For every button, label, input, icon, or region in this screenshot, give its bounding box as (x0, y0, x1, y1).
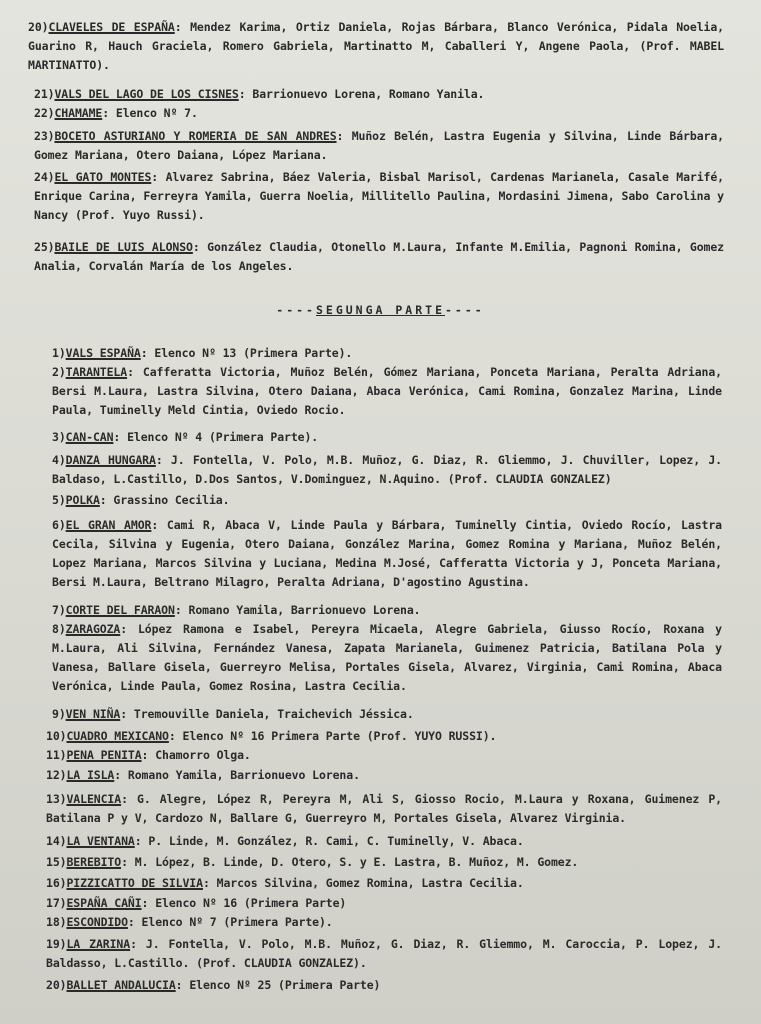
item-number: 18) (46, 915, 67, 929)
program-item (46, 935, 722, 973)
program-item (52, 491, 722, 510)
item-title: CUADRO MEXICANO (66, 729, 169, 743)
item-cast: : Marcos Silvina, Gomez Romina, Lastra Cecilia. (202, 876, 524, 890)
item-number: 22) (34, 106, 55, 120)
item-title: CAN-CAN (65, 430, 114, 444)
program-item (52, 620, 722, 696)
item-number: 17) (46, 896, 67, 910)
item-title: BEREBITO (66, 855, 122, 869)
program-item (52, 516, 722, 592)
program-item (46, 976, 722, 995)
item-cast: : Cafferatta Victoria, Muñoz Belén, Gómez Mariana, Ponceta Mariana, Peralta Adriana, Bersi M.Laura, Lastra Silvina, Otero Daiana, Abaca Verónica, Cami Romina, Gonzalez Marina, Linde Paula, Tuminelly Meld Cintia, Oviedo Rocio. (52, 365, 722, 417)
item-number: 23) (34, 129, 55, 143)
program-item (34, 127, 724, 165)
item-number: 3) (52, 430, 66, 444)
item-title: POLKA (65, 493, 100, 507)
item-cast: : Elenco Nº 7 (Primera Parte). (127, 915, 333, 929)
program-item (34, 168, 724, 225)
item-number: 13) (46, 792, 67, 806)
item-number: 9) (52, 707, 66, 721)
item-number: 19) (46, 937, 67, 951)
item-title: LA ZARINA (66, 937, 131, 951)
program-item (46, 894, 722, 913)
section-title: SEGUNGA PARTE (315, 303, 445, 317)
item-title: BALLET ANDALUCIA (66, 978, 176, 992)
program-item (46, 913, 722, 932)
program-item (46, 790, 722, 828)
item-title: ESCONDIDO (66, 915, 128, 929)
item-title: DANZA HUNGARA (65, 453, 156, 467)
item-title: LA VENTANA (66, 834, 135, 848)
item-title: BAILE DE LUIS ALONSO (54, 240, 193, 254)
item-cast: : González Claudia, Otonello M.Laura, Infante M.Emilia, Pagnoni Romina, Gomez Analia, Corvalán María de los Angeles. (34, 240, 724, 273)
item-number: 10) (46, 729, 67, 743)
item-number: 20) (28, 20, 49, 34)
item-cast: : Chamorro Olga. (141, 748, 251, 762)
item-number: 21) (34, 87, 55, 101)
program-item (52, 601, 722, 620)
program-item (52, 428, 722, 447)
item-number: 25) (34, 240, 55, 254)
item-title: VALS DEL LAGO DE LOS CISNES (54, 87, 239, 101)
item-number: 20) (46, 978, 67, 992)
item-title: ZARAGOZA (65, 622, 121, 636)
item-cast: : Barrionuevo Lorena, Romano Yanila. (238, 87, 485, 101)
item-number: 7) (52, 603, 66, 617)
program-item (52, 363, 722, 420)
item-cast: : Elenco Nº 4 (Primera Parte). (113, 430, 319, 444)
program-item (46, 874, 722, 893)
item-cast: : P. Linde, M. González, R. Cami, C. Tuminelly, V. Abaca. (134, 834, 524, 848)
program-item (34, 104, 724, 123)
item-number: 2) (52, 365, 66, 379)
item-cast: : Grassino Cecilia. (99, 493, 230, 507)
item-cast: : Alvarez Sabrina, Báez Valeria, Bisbal Marisol, Cardenas Marianela, Casale Marifé, Enrique Carina, Ferreyra Yamila, Guerra Noelia, Millitello Paulina, Mordasini Jimena, Sabo Carolina y Nancy (Prof. Yuyo Russi). (34, 170, 725, 222)
item-number: 15) (46, 855, 67, 869)
item-cast: : Mendez Karima, Ortiz Daniela, Rojas Bárbara, Blanco Verónica, Pidala Noelia, Guarino R, Hauch Graciela, Romero Gabriela, Martinatto M, Caballeri Y, Angene Paola, (Prof. MABEL MARTINATTO). (28, 20, 724, 72)
item-title: VEN NIÑA (65, 707, 121, 721)
item-cast: : Romano Yamila, Barrionuevo Lorena. (174, 603, 421, 617)
item-title: CORTE DEL FARAON (65, 603, 175, 617)
item-number: 14) (46, 834, 67, 848)
item-title: LA ISLA (66, 768, 115, 782)
item-cast: : López Ramona e Isabel, Pereyra Micaela, Alegre Gabriela, Giusso Rocío, Roxana y M.Laura, Ali Silvina, Fernández Vanesa, Zapata Marianela, Guimenez Patricia, Batilana Pola y Vanesa, Ballare Gisela, Guerreyro Melisa, Portales Gisela, Alvarez, Virginia, Cami Romina, Abaca Verónica, Linde Paula, Gomez Rosina, Lastra Cecilia. (52, 622, 722, 693)
item-title: EL GATO MONTES (54, 170, 152, 184)
program-item (46, 727, 722, 746)
program-item (28, 18, 724, 75)
program-item (34, 85, 724, 104)
program-item (46, 766, 722, 785)
item-title: PENA PENITA (66, 748, 142, 762)
item-number: 24) (34, 170, 55, 184)
item-cast: : G. Alegre, López R, Pereyra M, Ali S, Giosso Rocio, M.Laura y Roxana, Guimenez P, Batilana P y V, Cardozo N, Ballare G, Guerreyro M, Portales Gisela, Alvarez Virginia. (46, 792, 722, 825)
item-cast: : J. Fontella, V. Polo, M.B. Muñoz, G. Diaz, R. Gliemmo, J. Chuviller, Lopez, J. Baldaso, L.Castillo, D.Dos Santos, V.Dominguez, N.Aquino. (Prof. CLAUDIA GONZALEZ) (52, 453, 722, 486)
item-number: 8) (52, 622, 66, 636)
item-number: 1) (52, 346, 66, 360)
item-title: EL GRAN AMOR (65, 518, 152, 532)
item-number: 4) (52, 453, 66, 467)
item-number: 11) (46, 748, 67, 762)
item-cast: : J. Fontella, V. Polo, M.B. Muñoz, G. Diaz, R. Gliemmo, M. Caroccia, P. Lopez, J. Baldasso, L.Castillo. (Prof. CLAUDIA GONZALEZ). (46, 937, 722, 970)
item-cast: : Elenco Nº 13 (Primera Parte). (140, 346, 353, 360)
item-number: 12) (46, 768, 67, 782)
item-cast: : Muñoz Belén, Lastra Eugenia y Silvina, Linde Bárbara, Gomez Mariana, Otero Daiana, López Mariana. (34, 129, 724, 162)
item-cast: : Elenco Nº 7. (102, 106, 198, 120)
item-cast: : Elenco Nº 16 (Primera Parte) (141, 896, 347, 910)
item-cast: : Elenco Nº 16 Primera Parte (Prof. YUYO RUSSI). (168, 729, 497, 743)
program-item (52, 344, 722, 363)
program-item (34, 238, 724, 276)
section-suffix: ---- (445, 303, 485, 317)
section-prefix: ---- (276, 303, 316, 317)
item-title: CLAVELES DE ESPAÑA (48, 20, 175, 34)
program-item (52, 451, 722, 489)
item-number: 6) (52, 518, 66, 532)
item-number: 5) (52, 493, 66, 507)
item-title: VALS ESPAÑA (65, 346, 141, 360)
program-item (46, 746, 722, 765)
item-title: VALENCIA (66, 792, 122, 806)
item-cast: : Cami R, Abaca V, Linde Paula y Bárbara, Tuminelly Cintia, Oviedo Rocío, Lastra Cecila, Silvina y Eugenia, Otero Daiana, González Marina, Gomez Romina y Mariana, Muñoz Belén, Lopez Mariana, Marcos Silvina y Luciana, Medina M.José, Cafferatta Victoria y J, Ponceta Mariana, Bersi M.Laura, Beltrano Milagro, Peralta Adriana, D'agostino Agustina. (52, 518, 723, 589)
program-item (46, 853, 722, 872)
item-title: BOCETO ASTURIANO Y ROMERIA DE SAN ANDRES (54, 129, 337, 143)
item-cast: : Tremouville Daniela, Traichevich Jéssica. (120, 707, 414, 721)
item-number: 16) (46, 876, 67, 890)
program-item (46, 832, 722, 851)
item-title: ESPAÑA CAÑI (66, 896, 142, 910)
program-item (52, 705, 722, 724)
item-cast: : Romano Yamila, Barrionuevo Lorena. (114, 768, 360, 782)
section-header (0, 303, 761, 317)
item-title: CHAMAME (54, 106, 103, 120)
item-title: PIZZICATTO DE SILVIA (66, 876, 203, 890)
item-cast: : Elenco Nº 25 (Primera Parte) (175, 978, 381, 992)
item-title: TARANTELA (65, 365, 128, 379)
item-cast: : M. López, B. Linde, D. Otero, S. y E. Lastra, B. Muñoz, M. Gomez. (121, 855, 579, 869)
